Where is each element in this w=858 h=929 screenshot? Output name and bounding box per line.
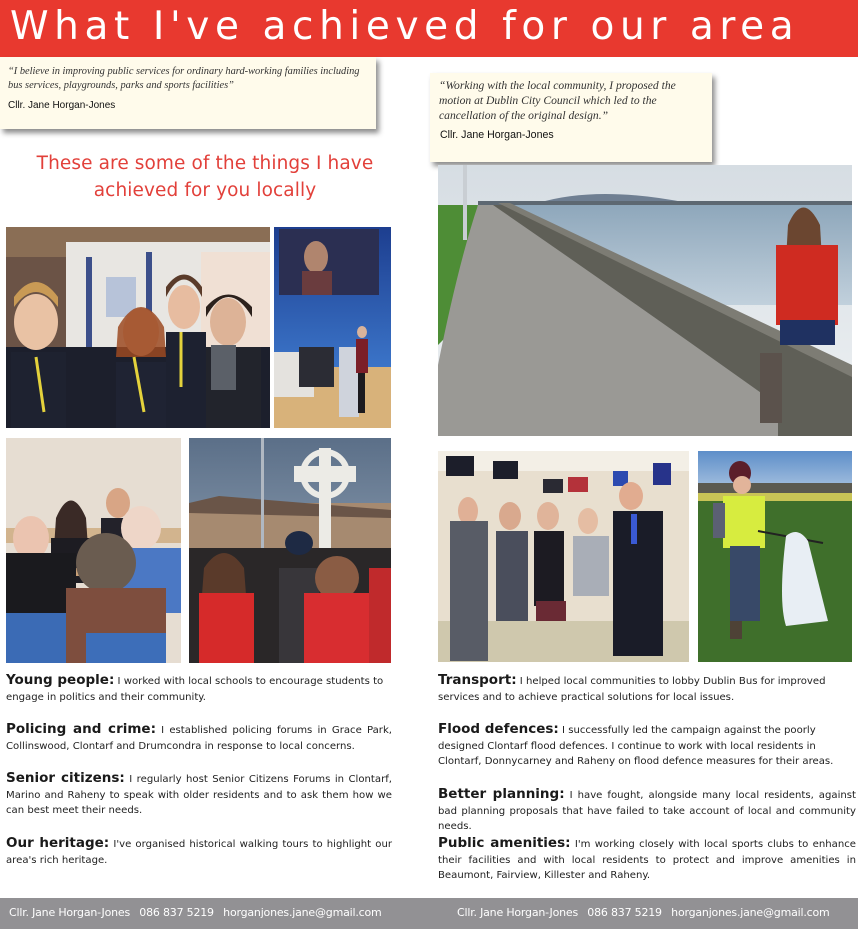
seafront-wall-photo bbox=[438, 165, 852, 436]
achievement-text: I've organised historical walking tours to highlight our area's rich heritage. bbox=[6, 839, 393, 866]
conference-speech-photo bbox=[274, 227, 391, 428]
achievement-label: Transport: bbox=[438, 672, 517, 688]
contact-info-right bbox=[457, 906, 836, 919]
achievement-text: I helped local communities to lobby Dublin Bus for improved services and to achieve practical solutions for local issues. bbox=[438, 676, 826, 703]
contact-name: Cllr. Jane Horgan-Jones bbox=[457, 906, 578, 919]
quote-author: Cllr. Jane Horgan-Jones bbox=[440, 129, 554, 141]
page-title: What I've achieved for our area bbox=[10, 4, 800, 49]
quote-text: “Working with the local community, I proposed the motion at Dublin City Council which led to the cancellation of the original design.” bbox=[439, 79, 676, 122]
title-banner bbox=[0, 0, 858, 57]
section-heading bbox=[0, 150, 410, 204]
achievement-our-heritage bbox=[6, 836, 392, 868]
contact-email[interactable]: horganjones.jane@gmail.com bbox=[223, 906, 382, 919]
achievement-text: I successfully led the campaign against the poorly designed Clontarf flood defences. I continue to work with local residents in Clontarf, Donnycarney and Raheny on flood defence measures for their areas. bbox=[438, 725, 834, 767]
contact-name: Cllr. Jane Horgan-Jones bbox=[9, 906, 130, 919]
park-cleanup-photo bbox=[698, 451, 852, 662]
contact-phone[interactable]: 086 837 5219 bbox=[139, 906, 214, 919]
achievement-young-people bbox=[6, 673, 392, 705]
quote-author: Cllr. Jane Horgan-Jones bbox=[8, 100, 116, 111]
section-heading-line-2: achieved for you locally bbox=[93, 180, 317, 201]
achievement-label: Senior citizens: bbox=[6, 770, 125, 786]
achievement-text: I regularly host Senior Citizens Forums in Clontarf, Marino and Raheny to speak with older residents and to ask them how we can best meet their needs. bbox=[6, 774, 392, 816]
achievement-flood-defences bbox=[438, 722, 856, 770]
quote-box-right bbox=[430, 73, 712, 162]
achievement-policing-and-crime bbox=[6, 722, 392, 754]
contact-info-left bbox=[9, 906, 388, 919]
achievement-transport bbox=[438, 673, 856, 705]
achievement-text: I worked with local schools to encourage students to engage in politics and their community. bbox=[6, 676, 384, 703]
quote-box-left bbox=[0, 57, 376, 129]
achievement-label: Flood defences: bbox=[438, 721, 559, 737]
achievement-senior-citizens bbox=[6, 771, 392, 819]
contact-footer bbox=[0, 898, 858, 929]
quote-text: “I believe in improving public services for ordinary hard-working families including bus services, playgrounds, parks and sports facilities” bbox=[8, 66, 360, 91]
achievement-label: Better planning: bbox=[438, 786, 565, 802]
achievement-label: Public amenities: bbox=[438, 835, 571, 851]
students-exhibition-photo bbox=[6, 227, 270, 428]
achievement-text: I'm working closely with local sports clubs to enhance their facilities and with local residents to protect and improve amenities in Beaumont, Fairview, Killester and Raheny. bbox=[438, 839, 856, 881]
achievement-label: Policing and crime: bbox=[6, 721, 156, 737]
heritage-walking-tour-photo bbox=[189, 438, 391, 663]
achievement-text: I have fought, alongside many local residents, against bad planning proposals that have failed to take account of local and community needs. bbox=[438, 790, 856, 832]
senior-citizens-forum-photo bbox=[6, 438, 181, 663]
achievement-label: Our heritage: bbox=[6, 835, 110, 851]
section-heading-line-1: These are some of the things I have bbox=[36, 153, 374, 174]
achievement-text: I established policing forums in Grace Park, Collinswood, Clontarf and Drumcondra in response to local concerns. bbox=[6, 725, 392, 752]
contact-email[interactable]: horganjones.jane@gmail.com bbox=[671, 906, 830, 919]
achievement-label: Young people: bbox=[6, 672, 115, 688]
achievement-better-planning bbox=[438, 787, 856, 835]
community-event-group-photo bbox=[438, 451, 689, 662]
achievement-public-amenities bbox=[438, 836, 856, 884]
contact-phone[interactable]: 086 837 5219 bbox=[587, 906, 662, 919]
